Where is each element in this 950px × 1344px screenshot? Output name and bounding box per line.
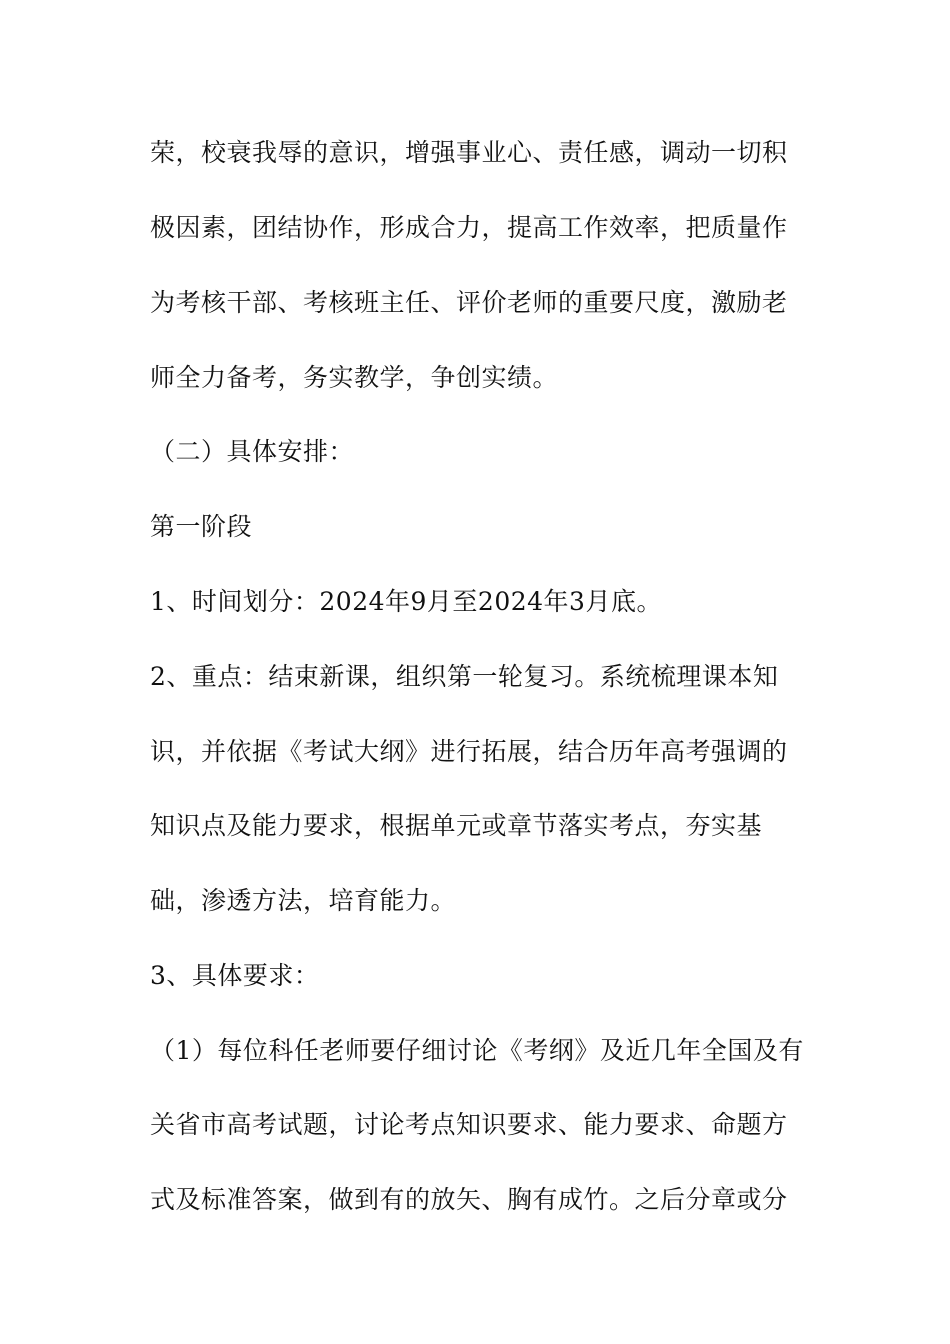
paragraph-line: 础，渗透方法，培育能力。	[150, 886, 457, 915]
sub-item-1: （1）每位科任老师要仔细讨论《考纲》及近几年全国及有	[150, 1036, 804, 1065]
paragraph-line: 式及标准答案，做到有的放矢、胸有成竹。之后分章或分	[150, 1185, 788, 1214]
paragraph-line: 关省市高考试题，讨论考点知识要求、能力要求、命题方	[150, 1110, 788, 1139]
paragraph-line: 极因素，团结协作，形成合力，提高工作效率，把质量作	[150, 213, 788, 242]
paragraph-line: 知识点及能力要求，根据单元或章节落实考点，夯实基	[150, 811, 763, 840]
paragraph-line: 荣，校衰我辱的意识，增强事业心、责任感，调动一切积	[150, 138, 788, 167]
section-heading: （二）具体安排：	[150, 437, 355, 466]
list-item-focus: 2、重点：结束新课，组织第一轮复习。系统梳理课本知	[150, 662, 779, 691]
paragraph-line: 识，并依据《考试大纲》进行拓展，结合历年高考强调的	[150, 737, 788, 766]
list-item-time: 1、时间划分：2024年9月至2024年3月底。	[150, 587, 662, 616]
paragraph-line: 师全力备考，务实教学，争创实绩。	[150, 363, 559, 392]
stage-heading: 第一阶段	[150, 512, 253, 541]
list-item-requirements: 3、具体要求：	[150, 961, 320, 990]
paragraph-line: 为考核干部、考核班主任、评价老师的重要尺度，激励老	[150, 288, 788, 317]
